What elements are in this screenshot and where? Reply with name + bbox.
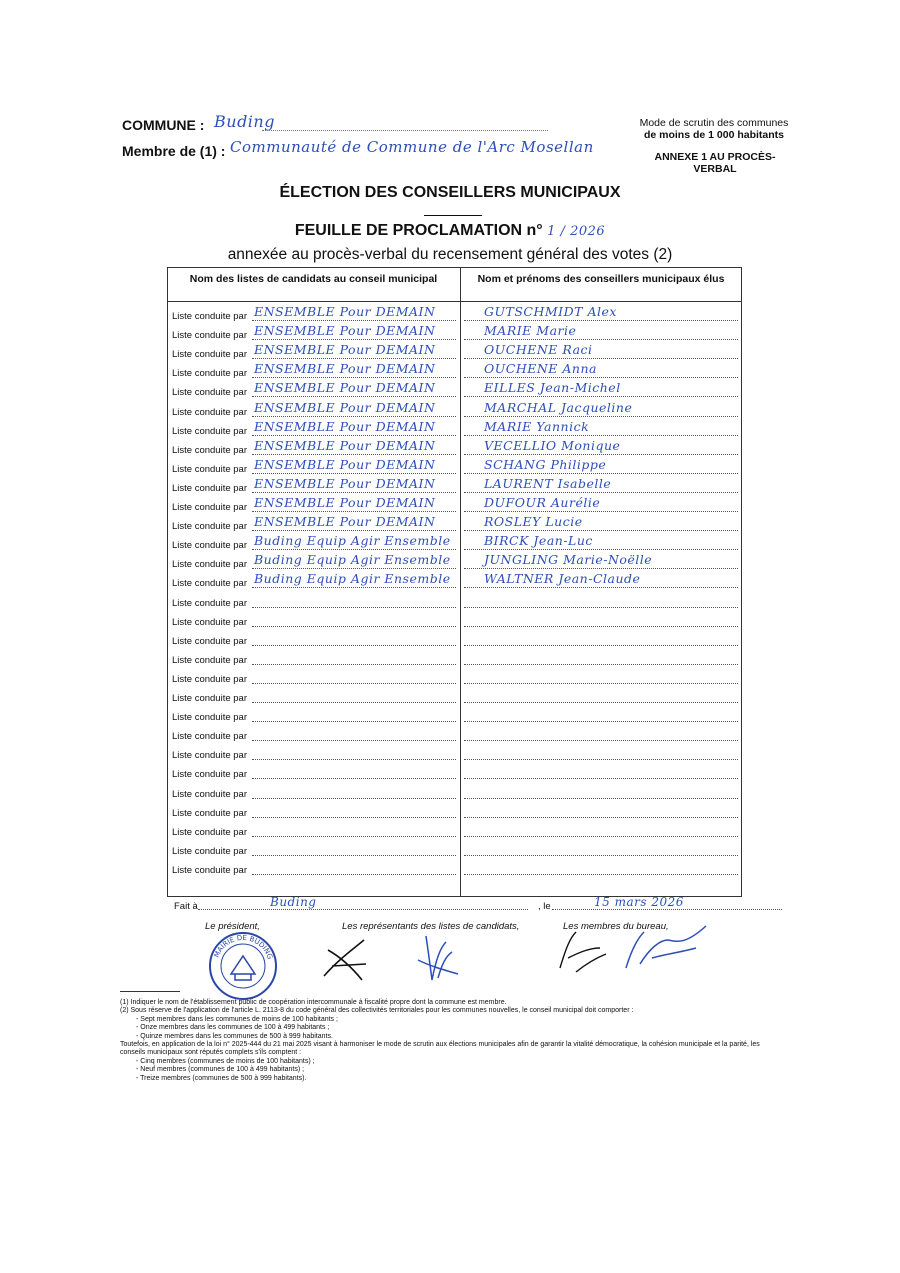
list-dotted-line [252, 339, 456, 340]
table-row [168, 323, 742, 342]
list-dotted-line [252, 454, 456, 455]
list-dotted-line [252, 358, 456, 359]
list-dotted-line [252, 759, 456, 760]
list-dotted-line [252, 607, 456, 608]
list-dotted-line [252, 740, 456, 741]
list-name: Buding Equip Agir Ensemble [254, 571, 451, 587]
list-name: ENSEMBLE Pour DEMAIN [254, 514, 436, 530]
elected-dotted-line [464, 626, 738, 627]
elected-dotted-line [464, 759, 738, 760]
list-dotted-line [252, 836, 456, 837]
table-row [168, 839, 742, 858]
elected-dotted-line [464, 645, 738, 646]
list-dotted-line [252, 377, 456, 378]
elected-dotted-line [464, 416, 738, 417]
table-row [168, 629, 742, 648]
list-dotted-line [252, 473, 456, 474]
table-row [168, 304, 742, 323]
footnote-rule [120, 991, 180, 992]
list-name: ENSEMBLE Pour DEMAIN [254, 418, 436, 434]
table-row [168, 820, 742, 839]
list-name: ENSEMBLE Pour DEMAIN [254, 475, 436, 491]
elected-dotted-line [464, 855, 738, 856]
title-rule [424, 215, 482, 216]
row-label: Liste conduite par [172, 788, 247, 800]
table-row [168, 552, 742, 571]
footnote-line: - Neuf membres (communes de 100 à 499 habitants) ; [136, 1066, 305, 1074]
list-dotted-line [252, 874, 456, 875]
list-name: ENSEMBLE Pour DEMAIN [254, 380, 436, 396]
elected-name: OUCHENE Raci [484, 342, 593, 358]
bureau-label: Les membres du bureau, [563, 921, 669, 932]
footnote-line: Toutefois, en application de la loi n° 2025-444 du 21 mai 2025 visant à harmoniser le mode de scrutin aux élections municipales afin de garantir la vitalité démocratique, la cohésion municipale et la parité, les conseils municipaux sont réputés complets s'ils comptent : [120, 1041, 760, 1057]
mode-line2: de moins de 1 000 habitants [643, 129, 785, 141]
mode-de-scrutin [624, 117, 804, 141]
row-label: Liste conduite par [172, 387, 247, 399]
row-label: Liste conduite par [172, 654, 247, 666]
row-label: Liste conduite par [172, 712, 247, 724]
row-label: Liste conduite par [172, 845, 247, 857]
fait-line [198, 909, 528, 910]
list-dotted-line [252, 645, 456, 646]
list-dotted-line [252, 320, 456, 321]
column-header-elected: Nom et prénoms des conseillers municipaux élus [477, 273, 725, 285]
elected-dotted-line [464, 549, 738, 550]
fait-place: Buding [270, 895, 317, 909]
list-dotted-line [252, 587, 456, 588]
elected-dotted-line [464, 358, 738, 359]
table-row [168, 533, 742, 552]
list-dotted-line [252, 683, 456, 684]
elected-dotted-line [464, 607, 738, 608]
list-name: Buding Equip Agir Ensemble [254, 533, 451, 549]
subtitle: annexée au procès-verbal du recensement général des votes (2) [227, 246, 673, 263]
row-label: Liste conduite par [172, 311, 247, 322]
list-name: ENSEMBLE Pour DEMAIN [254, 361, 436, 377]
row-label: Liste conduite par [172, 635, 247, 647]
footnote-line: - Sept membres dans les communes de moins de 100 habitants ; [136, 1015, 338, 1023]
elected-name: SCHANG Philippe [484, 456, 607, 472]
elected-name: ROSLEY Lucie [484, 514, 583, 530]
row-label: Liste conduite par [172, 807, 247, 819]
row-label: Liste conduite par [172, 349, 247, 361]
elected-dotted-line [464, 778, 738, 779]
row-label: Liste conduite par [172, 425, 247, 437]
elected-dotted-line [464, 568, 738, 569]
row-label: Liste conduite par [172, 769, 247, 781]
elected-dotted-line [464, 740, 738, 741]
table-row [168, 495, 742, 514]
row-label: Liste conduite par [172, 597, 247, 609]
list-dotted-line [252, 435, 456, 436]
elected-name: DUFOUR Aurélie [484, 495, 601, 510]
list-name: Buding Equip Agir Ensemble [254, 552, 451, 568]
elected-dotted-line [464, 587, 738, 588]
table-row [168, 457, 742, 476]
elected-name: BIRCK Jean-Luc [484, 533, 593, 549]
elected-name: OUCHENE Anna [484, 361, 597, 377]
table-row [168, 419, 742, 438]
date-line [552, 909, 782, 910]
elected-name: LAURENT Isabelle [484, 475, 612, 491]
table-row [168, 743, 742, 762]
page-title: ÉLECTION DES CONSEILLERS MUNICIPAUX [279, 184, 621, 201]
footnote-line: - Onze membres dans les communes de 100 à 499 habitants ; [136, 1024, 330, 1032]
table-row [168, 380, 742, 399]
row-label: Liste conduite par [172, 616, 247, 628]
list-dotted-line [252, 817, 456, 818]
table-row [168, 610, 742, 629]
list-name: ENSEMBLE Pour DEMAIN [254, 437, 436, 453]
table-row [168, 686, 742, 705]
annexe-label: ANNEXE 1 AU PROCÈS-VERBAL [654, 151, 776, 175]
elected-dotted-line [464, 320, 738, 321]
elected-dotted-line [464, 798, 738, 799]
list-name: ENSEMBLE Pour DEMAIN [254, 495, 436, 510]
table-row [168, 438, 742, 457]
footnote-line: - Quinze membres dans les communes de 500 à 999 habitants. [136, 1032, 333, 1040]
fait-label: Fait à [174, 901, 198, 912]
table-row [168, 724, 742, 743]
footnotes [120, 999, 780, 1083]
table-row [168, 667, 742, 686]
elected-dotted-line [464, 836, 738, 837]
row-label: Liste conduite par [172, 750, 247, 762]
elected-name: MARIE Yannick [484, 418, 590, 434]
elected-dotted-line [464, 874, 738, 875]
list-dotted-line [252, 626, 456, 627]
list-dotted-line [252, 549, 456, 550]
row-label: Liste conduite par [172, 540, 247, 552]
table-row [168, 476, 742, 495]
row-label: Liste conduite par [172, 502, 247, 513]
table-row [168, 705, 742, 724]
column-header-lists: Nom des listes de candidats au conseil municipal [189, 273, 438, 285]
list-dotted-line [252, 416, 456, 417]
list-dotted-line [252, 568, 456, 569]
table-row [168, 571, 742, 590]
feuille-title [0, 222, 900, 240]
elected-name: WALTNER Jean-Claude [484, 571, 641, 587]
row-label: Liste conduite par [172, 521, 247, 533]
elected-dotted-line [464, 377, 738, 378]
footnote-line: (1) Indiquer le nom de l'établissement public de coopération intercommunale à fiscalité propre dont la commune est membre. [120, 999, 507, 1006]
list-dotted-line [252, 721, 456, 722]
list-dotted-line [252, 855, 456, 856]
table-row [168, 858, 742, 877]
row-label: Liste conduite par [172, 330, 247, 342]
elected-dotted-line [464, 530, 738, 531]
representants-signatures [318, 930, 468, 986]
stamp-text: MAIRIE DE BUDING [212, 933, 274, 961]
list-dotted-line [252, 492, 456, 493]
footnote-line: - Treize membres (communes de 500 à 999 habitants). [136, 1074, 307, 1082]
list-dotted-line [252, 664, 456, 665]
row-label: Liste conduite par [172, 463, 247, 475]
elected-name: EILLES Jean-Michel [484, 380, 621, 396]
row-label: Liste conduite par [172, 368, 247, 380]
elected-dotted-line [464, 473, 738, 474]
elected-name: MARIE Marie [484, 323, 577, 339]
row-label: Liste conduite par [172, 826, 247, 838]
commune-line [262, 130, 548, 131]
elected-dotted-line [464, 492, 738, 493]
table-row [168, 782, 742, 801]
elected-dotted-line [464, 339, 738, 340]
membre-value: Communauté de Commune de l'Arc Mosellan [230, 138, 594, 156]
table-row [168, 342, 742, 361]
table-row [168, 514, 742, 533]
list-name: ENSEMBLE Pour DEMAIN [254, 399, 436, 415]
table-row [168, 400, 742, 419]
elected-dotted-line [464, 664, 738, 665]
elected-dotted-line [464, 511, 738, 512]
row-label: Liste conduite par [172, 444, 247, 456]
footnote-line: - Cinq membres (communes de moins de 100 habitants) ; [136, 1057, 315, 1065]
feuille-number: 1 / 2026 [547, 224, 606, 239]
row-label: Liste conduite par [172, 864, 247, 876]
membre-label: Membre de (1) : [122, 143, 226, 159]
list-name: ENSEMBLE Pour DEMAIN [254, 456, 436, 472]
table-row [168, 762, 742, 781]
list-dotted-line [252, 798, 456, 799]
feuille-label: FEUILLE DE PROCLAMATION n° [294, 222, 543, 239]
elected-dotted-line [464, 396, 738, 397]
row-label: Liste conduite par [172, 673, 247, 685]
elected-dotted-line [464, 721, 738, 722]
footnote-line: (2) Sous réserve de l'application de l'article L. 2113-8 du code général des collectivités territoriales pour les communes nouvelles, le conseil municipal doit comporter : [120, 1007, 634, 1015]
elected-dotted-line [464, 454, 738, 455]
list-name: ENSEMBLE Pour DEMAIN [254, 323, 436, 339]
row-label: Liste conduite par [172, 482, 247, 494]
row-label: Liste conduite par [172, 406, 247, 418]
elected-name: VECELLIO Monique [484, 437, 621, 453]
elected-dotted-line [464, 817, 738, 818]
bureau-signatures [556, 918, 716, 978]
list-name: ENSEMBLE Pour DEMAIN [254, 304, 436, 319]
list-dotted-line [252, 511, 456, 512]
row-label: Liste conduite par [172, 731, 247, 743]
list-dotted-line [252, 778, 456, 779]
representants-label: Les représentants des listes de candidats, [342, 921, 520, 932]
row-label: Liste conduite par [172, 578, 247, 590]
mode-line1: Mode de scrutin des communes [639, 117, 789, 129]
table-row [168, 361, 742, 380]
header-separator [167, 301, 742, 302]
row-label: Liste conduite par [172, 559, 247, 571]
fait-date: 15 mars 2026 [594, 895, 684, 909]
commune-value: Buding [214, 112, 275, 131]
commune-label: COMMUNE : [122, 117, 205, 133]
elected-name: MARCHAL Jacqueline [484, 399, 633, 415]
table-row [168, 591, 742, 610]
elected-name: JUNGLING Marie-Noëlle [484, 552, 653, 568]
elected-dotted-line [464, 702, 738, 703]
president-label: Le président, [205, 921, 260, 932]
list-dotted-line [252, 530, 456, 531]
list-name: ENSEMBLE Pour DEMAIN [254, 342, 436, 358]
list-dotted-line [252, 396, 456, 397]
table-row [168, 801, 742, 820]
elected-dotted-line [464, 435, 738, 436]
date-label: , le [538, 901, 551, 912]
mairie-stamp [205, 930, 285, 1002]
list-dotted-line [252, 702, 456, 703]
elected-name: GUTSCHMIDT Alex [484, 304, 617, 319]
table-row [168, 648, 742, 667]
elected-dotted-line [464, 683, 738, 684]
row-label: Liste conduite par [172, 693, 247, 704]
